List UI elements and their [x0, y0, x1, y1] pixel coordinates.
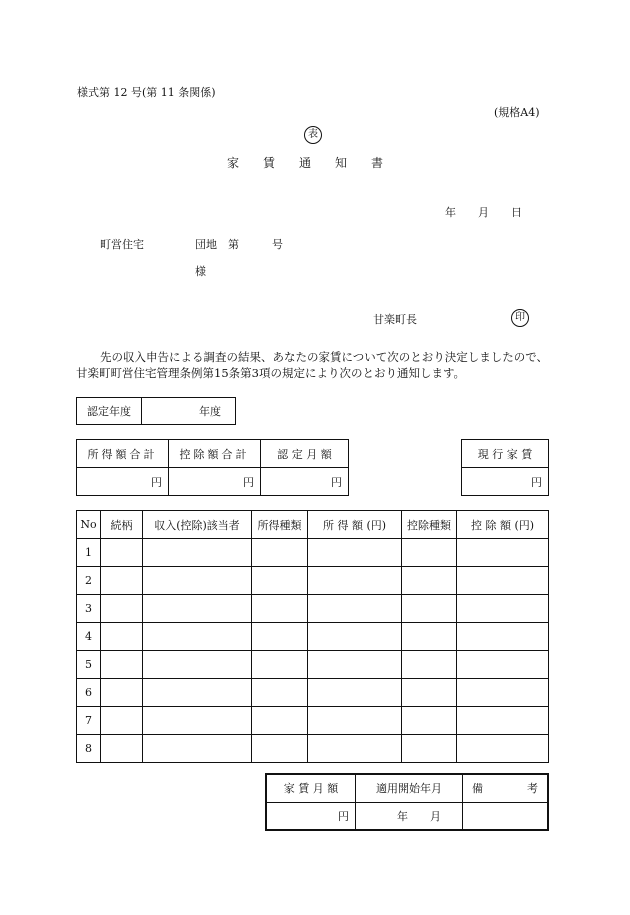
row-number: 6: [77, 679, 101, 707]
omote-mark: 表: [304, 126, 322, 144]
summary-deduction-unit: 円: [169, 468, 261, 496]
current-rent-header: 現 行 家 賃: [462, 440, 549, 468]
detail-header-income-type: 所得種類: [252, 511, 308, 539]
issue-date: 年 月 日: [445, 206, 522, 219]
danchi-number: 団地 第 号: [195, 238, 283, 251]
rent-header-start: 適用開始年月: [356, 774, 463, 802]
row-number: 1: [77, 539, 101, 567]
detail-header-person: 収入(控除)該当者: [143, 511, 252, 539]
table-row: [77, 595, 549, 623]
summary-table: [76, 439, 349, 496]
notice-paragraph: 先の収入申告による調査の結果、あなたの家賃について次のとおり決定しましたので、甘楽町町営住宅管理条例第15条第3項の規定により次のとおり通知します。: [76, 350, 549, 380]
current-rent-unit: 円: [462, 468, 549, 496]
row-number: 7: [77, 707, 101, 735]
summary-monthly-unit: 円: [261, 468, 349, 496]
table-row: [77, 651, 549, 679]
detail-header-relation: 続柄: [101, 511, 143, 539]
row-number: 3: [77, 595, 101, 623]
housing-label: 町営住宅: [100, 238, 144, 251]
nintei-label: 認定年度: [77, 398, 142, 425]
form-number: 様式第 12 号(第 11 条関係): [77, 86, 216, 99]
issuer-name: 甘楽町長: [373, 313, 417, 326]
detail-header-income-amount: 所 得 額 (円): [308, 511, 402, 539]
detail-header-deduction-amount: 控 除 額 (円): [457, 511, 549, 539]
table-row: [77, 623, 549, 651]
row-number: 2: [77, 567, 101, 595]
summary-header-monthly: 認 定 月 額: [261, 440, 349, 468]
rent-header-monthly: 家 賃 月 額: [266, 774, 356, 802]
rent-header-remarks: 備 考: [463, 774, 549, 802]
table-row: [77, 539, 549, 567]
nintei-table: [76, 397, 236, 425]
detail-header-deduction-type: 控除種類: [402, 511, 457, 539]
summary-header-income: 所得額合計: [77, 440, 169, 468]
nintei-value: 年度: [142, 398, 236, 425]
table-row: [77, 567, 549, 595]
current-rent-table: [461, 439, 549, 496]
seal-mark: 印: [511, 309, 529, 327]
rent-summary-table: [265, 773, 549, 831]
summary-income-unit: 円: [77, 468, 169, 496]
row-number: 5: [77, 651, 101, 679]
detail-table: [76, 510, 549, 763]
rent-start-date: 年 月: [356, 802, 463, 830]
summary-header-deduction: 控除額合計: [169, 440, 261, 468]
row-number: 8: [77, 735, 101, 763]
size-note: (規格A4): [494, 106, 540, 119]
table-row: [77, 735, 549, 763]
document-title: 家 賃 通 知 書: [227, 156, 384, 170]
rent-monthly-unit: 円: [266, 802, 356, 830]
addressee-sama: 様: [195, 265, 206, 278]
detail-header-no: No: [77, 511, 101, 539]
table-row: [77, 679, 549, 707]
table-row: [77, 707, 549, 735]
row-number: 4: [77, 623, 101, 651]
rent-remarks-value: [463, 802, 549, 830]
